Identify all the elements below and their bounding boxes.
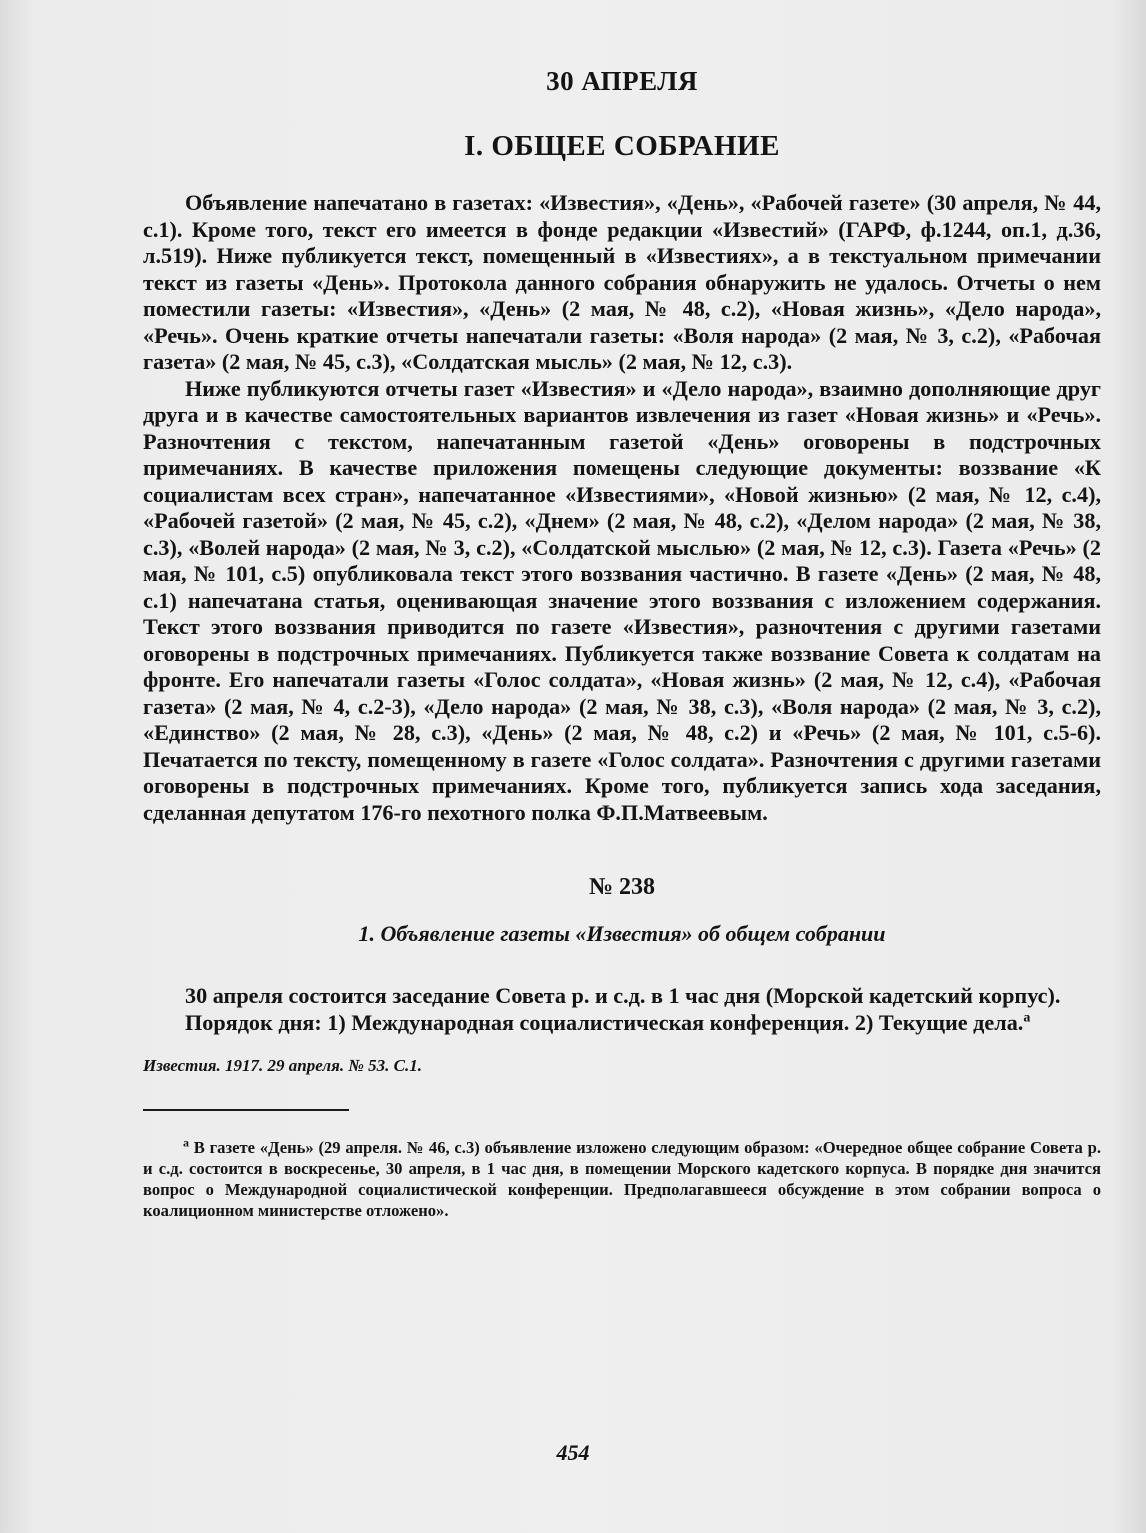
footnote-marker: а [183, 1135, 189, 1150]
page-number: 454 [556, 1440, 590, 1465]
document-title: 1. Объявление газеты «Известия» об общем собрании [358, 921, 886, 946]
footnote [143, 1137, 1101, 1221]
intro-paragraph-2: Ниже публикуются отчеты газет «Известия» и «Дело народа», взаимно дополняющие друг друга и в качестве самостоятельных вариантов извлечения из газет «Новая жизнь» и «Речь». Разночтения с текстом, напечатанным газетой «День» оговорены в подстрочных примечаниях. В качестве приложения помещены следующие документы: воззвание «К социалистам всех стран», напечатанное «Известиями», «Новой жизнью» (2 мая, № 12, с.4), «Рабочей газетой» (2 мая, № 45, с.2), «Днем» (2 мая, № 48, с.2), «Делом народа» (2 мая, № 38, с.3), «Волей народа» (2 мая, № 3, с.2), «Солдатской мыслью» (2 мая, № 12, с.3). Газета «Речь» (2 мая, № 101, с.5) опубликовала текст этого воззвания частично. В газете «День» (2 мая, № 48, с.1) напечатана статья, оценивающая значение этого воззвания с изложением содержания. Текст этого воззвания приводится по газете «Известия», разночтения с другими газетами оговорены в подстрочных примечаниях. Публикуется также воззвание Совета к солдатам на фронте. Его напечатали газеты «Голос солдата», «Новая жизнь» (2 мая, № 12, с.4), «Рабочая газета» (2 мая, № 4, с.2-3), «Дело народа» (2 мая, № 38, с.3), «Воля народа» (2 мая, № 3, с.2), «Единство» (2 мая, № 28, с.3), «День» (2 мая, № 48, с.2) и «Речь» (2 мая, № 101, с.5-6). Печатается по тексту, помещенному в газете «Голос солдата». Разночтения с другими газетами оговорены в подстрочных примечаниях. Кроме того, публикуется запись хода заседания, сделанная депутатом 176-го пехотного полка Ф.П.Матвеевым. [143, 375, 1101, 825]
document-paragraph-2 [143, 1010, 1101, 1037]
intro-paragraph-1: Объявление напечатано в газетах: «Известия», «День», «Рабочей газете» (30 апреля, № 44, с.1). Кроме того, текст его имеется в фонде редакции «Известий» (ГАРФ, ф.1244, оп.1, д.36, л.519). Ниже публикуется текст, помещенный в «Известиях», а в текстуальном примечании текст из газеты «День». Протокола данного собрания обнаружить не удалось. Отчеты о нем поместили газеты: «Известия», «День» (2 мая, № 48, с.2), «Новая жизнь», «Дело народа», «Речь». Очень краткие отчеты напечатали газеты: «Воля народа» (2 мая, № 3, с.2), «Рабочая газета» (2 мая, № 45, с.3), «Солдатская мысль» (2 мая, № 12, с.3). [143, 190, 1101, 374]
page-content [143, 66, 1101, 1221]
document-paragraph-1: 30 апреля состоится заседание Совета р. и с.д. в 1 час дня (Морской кадетский корпус). [185, 983, 1061, 1008]
section-heading: I. ОБЩЕЕ СОБРАНИЕ [464, 130, 780, 162]
footnote-divider [143, 1109, 349, 1111]
footnote-reference: а [1023, 1010, 1031, 1026]
footnote-text: В газете «День» (29 апреля. № 46, с.3) объявление изложено следующим образом: «Очередное общее собрание Совета р. и с.д. состоится в воскресенье, 30 апреля, в 1 час дня, в помещении Морского кадетского корпуса. В порядке дня значится вопрос о Международной социалистической конференции. Предполагавшееся обсуждение в этом собрании вопроса о коалиционном министерстве отложено». [143, 1138, 1101, 1220]
document-number: № 238 [588, 874, 656, 900]
date-heading: 30 АПРЕЛЯ [546, 66, 698, 96]
document-paragraph-2-text: Порядок дня: 1) Международная социалистическая конференция. 2) Текущие дела. [185, 1009, 1024, 1035]
source-citation: Известия. 1917. 29 апреля. № 53. С.1. [143, 1056, 422, 1075]
